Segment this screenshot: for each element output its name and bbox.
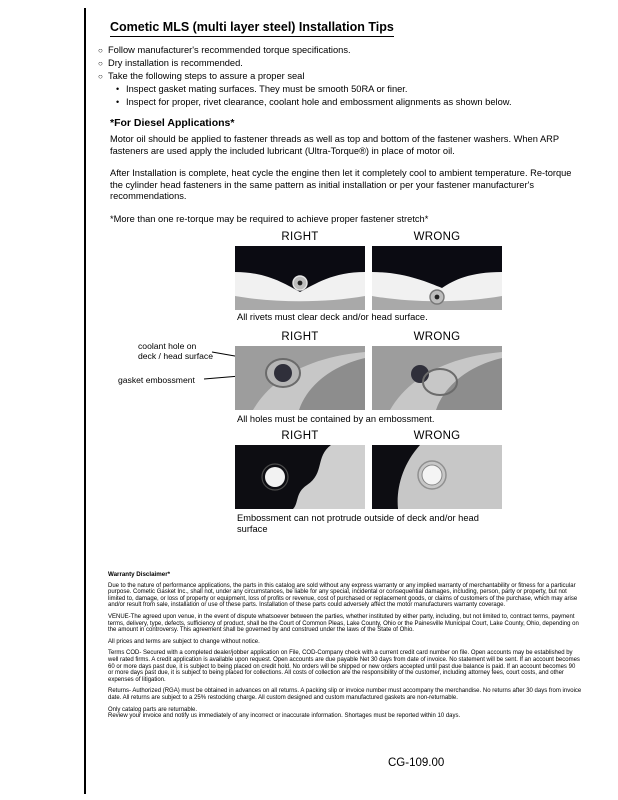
disc-bullet-icon: • [116,97,120,107]
catalog-page-code: CG-109.00 [388,757,445,769]
protrude-wrong-diagram [372,445,502,509]
warranty-disclaimer-section [108,572,582,725]
gasket-embossment-annotation: gasket embossment [118,375,195,385]
protrude-right-illustration [235,445,365,509]
tip-item [98,57,598,70]
diesel-paragraph-2: After Installation is complete, heat cycle the engine then let it completely cool to ambient temperature. Re-torque the cylinder head fasteners in the same pattern as initial installation or per your fastener manufacturer's recommendations. [110,168,572,201]
tip-item [98,70,598,83]
page-title: Cometic MLS (multi layer steel) Installation Tips [110,20,394,37]
tip-text: Take the following steps to assure a proper seal [108,71,305,81]
tip-sub-item [116,83,598,96]
protrude-wrong-illustration [372,445,502,509]
rivet-wrong-illustration [372,246,502,310]
circle-bullet-icon: ○ [98,59,103,68]
legal-paragraph: Only catalog parts are returnable. [108,706,198,713]
legal-paragraph: Due to the nature of performance applications, the parts in this catalog are sold without any express warranty or any implied warranty of merchantability or fitness for a particular purpose. Cometic Gasket Inc., shall not, under any circumstances, be liable for any special, incidental or consequential damages, including, person, party or property, but not limited to, damage, or loss of property or equipment, loss of profits or revenue, cost of purchased or replacement goods, or claims of customers of the purchase, which may arise and/or result from sale, installation or use of these parts. Installation of these parts could adversely affect the motor manufacturers warranty coverage. [108,582,578,609]
protrude-caption: Embossment can not protrude outside of deck and/or head surface [237,513,479,534]
diesel-paragraph-1: Motor oil should be applied to fastener threads as well as top and bottom of the fastener washers. When ARP fasteners are used apply the included lubricant (Ultra-Torque®) in place of motor oil. [110,134,559,156]
rivet-caption: All rivets must clear deck and/or head surface. [237,312,428,322]
right-label: RIGHT [281,331,319,343]
circle-bullet-icon: ○ [98,46,103,55]
tip-text: Dry installation is recommended. [108,58,243,68]
tip-text: Inspect for proper, rivet clearance, coolant hole and embossment alignments as shown below. [126,97,512,107]
legal-paragraph: Returns- Authorized (RGA) must be obtained in advances on all returns. A packing slip or invoice number must accompany the merchandise. No returns after 30 days from invoice date. All returns are subject to a 25% restocking charge. All custom designed and custom manufactured gaskets are non-returnable. [108,688,582,701]
disc-bullet-icon: • [116,84,120,94]
protrude-right-diagram [235,445,365,509]
rivet-right-diagram [235,246,365,310]
installation-tips-list [98,44,598,109]
embossment-caption: All holes must be contained by an embossment. [237,414,435,424]
diesel-applications-heading: *For Diesel Applications* [110,117,235,129]
wrong-label: WRONG [413,430,461,442]
wrong-label: WRONG [413,331,461,343]
legal-paragraph: Terms COD- Secured with a completed dealer/jobber application on File, COD-Company check with a current credit card number on file. Open accounts may be established by well rated firms. A credit application is available upon request. Open accounts are due payable Net 30 days from date of invoice. No statement will be sent. If an account becomes 60 or more days past due, it is subject to being placed on credit hold. No orders will be shipped or new orders accepted until past due balance is paid. If an account becomes 90 or more days past due, it is subject to being placed for collections. All costs of collection are the responsibility of the customer, including attorney fees, court costs, and other expenses of litigation. [108,650,580,683]
tip-sub-item [116,96,598,109]
embossment-right-diagram [235,346,365,410]
embossment-wrong-diagram [372,346,502,410]
diesel-paragraphs [110,134,572,236]
legal-paragraph: Review your invoice and notify us immediately of any incorrect or inaccurate information. Shortages must be reported within 10 days. [108,713,461,720]
tip-text: Follow manufacturer's recommended torque specifications. [108,45,351,55]
coolant-hole-annotation: coolant hole on deck / head surface [138,341,214,361]
tip-text: Inspect gasket mating surfaces. They must be smooth 50RA or finer. [126,84,408,94]
retorque-note: *More than one re-torque may be required to achieve proper fastener stretch* [110,213,429,224]
right-label: RIGHT [281,231,319,243]
legal-paragraph: VENUE-The agreed upon venue, in the event of dispute whatsoever between the parties, whether instituted by either party, including, but not limited to, contract terms, payment terms, delivery, type, defects, sufficiency of product, shall be the Court of Common Pleas, Lake County, Ohio or the Painesville Municipal Court, Lake County, Ohio, depending on the amount in controversy. This agreement shall be governed by and construed under the laws of the State of Ohio. [108,613,579,634]
circle-bullet-icon: ○ [98,72,103,81]
left-border-rule [84,8,86,794]
embossment-right-illustration [235,346,365,410]
warranty-disclaimer-heading: Warranty Disclaimer* [108,571,171,578]
right-label: RIGHT [281,430,319,442]
rivet-right-illustration [235,246,365,310]
wrong-label: WRONG [413,231,461,243]
legal-paragraph: All prices and terms are subject to change without notice. [108,638,260,645]
rivet-wrong-diagram [372,246,502,310]
embossment-wrong-illustration [372,346,502,410]
tip-item [98,44,598,57]
